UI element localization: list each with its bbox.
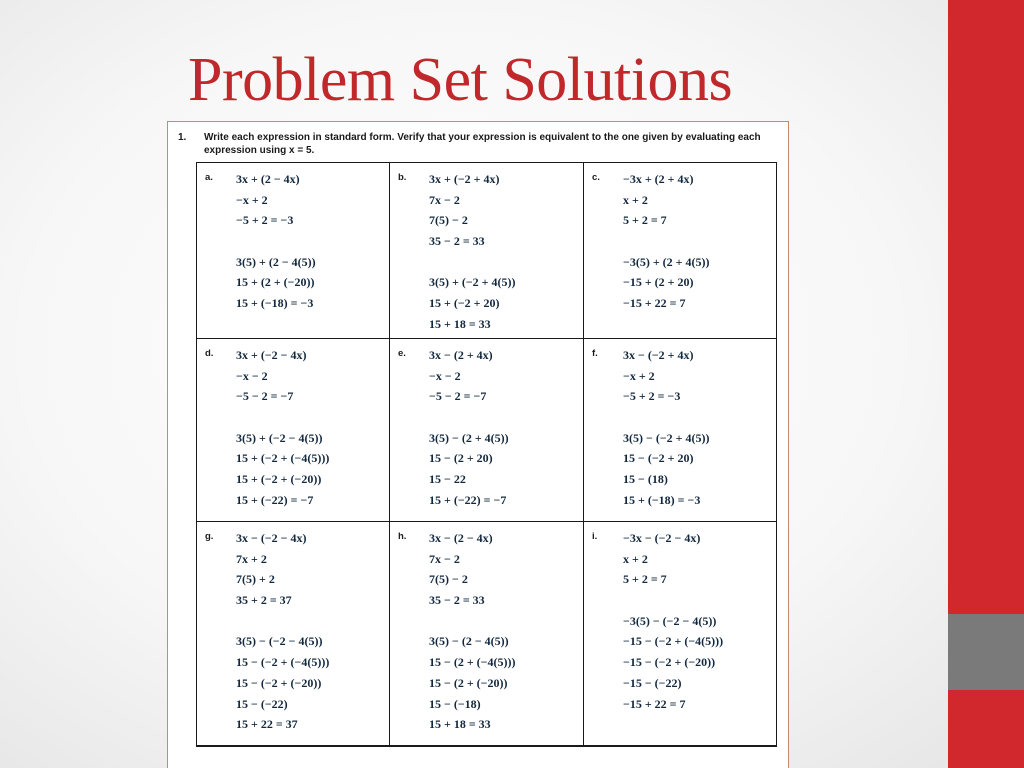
solution-step: x + 2 (623, 192, 648, 207)
solution-step: 15 + 18 = 33 (429, 717, 491, 732)
solution-step: 15 + 18 = 33 (429, 316, 491, 331)
solution-step: 15 + (−2 + 20) (429, 296, 500, 311)
problem-number: 1. (178, 132, 187, 143)
solution-cell-c (584, 163, 776, 339)
part-letter: h. (398, 531, 407, 542)
solution-step: 3x − (2 + 4x) (429, 348, 493, 362)
solution-steps (429, 528, 516, 735)
solution-step: x + 2 (623, 551, 648, 566)
solution-step (429, 611, 516, 632)
solution-step: 3(5) + (−2 − 4(5)) (236, 430, 323, 445)
part-letter: a. (205, 172, 213, 183)
solution-steps (236, 169, 316, 314)
solution-step: 35 − 2 = 33 (429, 234, 485, 249)
solution-step: 7(5) + 2 (236, 572, 275, 587)
solution-step: −15 + (2 + 20) (623, 275, 694, 290)
solution-step: 15 − (2 + 20) (429, 451, 493, 466)
solution-step: 35 + 2 = 37 (236, 593, 292, 608)
solution-cell-h (390, 522, 584, 746)
solution-step: 15 − (−22) (236, 696, 288, 711)
solution-step: 15 + (−22) = −7 (236, 492, 314, 507)
solution-step: 15 − (18) (623, 472, 668, 487)
problem-instructions: Write each expression in standard form. Verify that your expression is equivalent to the one given by evaluating each expression using x = 5. (204, 132, 761, 156)
solution-step (623, 231, 710, 252)
solution-cell-d (197, 339, 390, 522)
solution-step: 7(5) − 2 (429, 213, 468, 228)
solution-step: −x − 2 (429, 368, 461, 383)
solution-step: 3(5) + (2 − 4(5)) (236, 254, 316, 269)
solution-step: 15 + (−2 + (−20)) (236, 472, 322, 487)
solution-steps (623, 345, 710, 511)
solution-step: −3(5) − (−2 − 4(5)) (623, 613, 717, 628)
solution-step: 5 + 2 = 7 (623, 572, 667, 587)
solution-step: 15 + (−2 + (−4(5))) (236, 451, 330, 466)
solution-step: −15 − (−2 + (−4(5))) (623, 634, 724, 649)
solution-step: −5 + 2 = −3 (236, 213, 294, 228)
solution-step: 3(5) − (−2 − 4(5)) (236, 634, 323, 649)
solution-step: −5 + 2 = −3 (623, 389, 681, 404)
solution-cell-b (390, 163, 584, 339)
solution-step: −3x + (2 + 4x) (623, 172, 694, 186)
solution-step: 3(5) − (−2 + 4(5)) (623, 430, 710, 445)
solution-step (236, 407, 329, 428)
solution-step: 3x + (2 − 4x) (236, 172, 300, 186)
solution-step: 3(5) − (2 + 4(5)) (429, 430, 509, 445)
solution-step: 3x − (−2 − 4x) (236, 531, 307, 545)
solution-step (429, 252, 516, 273)
solution-step: 3(5) − (2 − 4(5)) (429, 634, 509, 649)
solution-steps (236, 345, 329, 511)
solution-step: −15 + 22 = 7 (623, 696, 686, 711)
solution-cell-i (584, 522, 776, 746)
solution-step: −15 + 22 = 7 (623, 296, 686, 311)
part-letter: c. (592, 172, 600, 183)
solution-step: 5 + 2 = 7 (623, 213, 667, 228)
solution-step: −x + 2 (236, 192, 268, 207)
solution-step: 7x + 2 (236, 551, 267, 566)
solution-cell-e (390, 339, 584, 522)
solution-step: 15 + (−18) = −3 (236, 296, 314, 311)
solution-step: −x + 2 (623, 368, 655, 383)
solution-step (429, 407, 509, 428)
solution-step (236, 611, 329, 632)
solution-step: 7(5) − 2 (429, 572, 468, 587)
solution-step: −15 − (−2 + (−20)) (623, 655, 716, 670)
solution-steps (623, 169, 710, 314)
solution-step: 35 − 2 = 33 (429, 593, 485, 608)
part-letter: i. (592, 531, 598, 542)
solution-step: 3(5) + (−2 + 4(5)) (429, 275, 516, 290)
solution-step: 7x − 2 (429, 192, 460, 207)
solution-step: 3x + (−2 + 4x) (429, 172, 500, 186)
solution-step (236, 231, 316, 252)
side-accent-bar-top (948, 0, 1024, 614)
solution-step (623, 407, 710, 428)
solution-step: −3(5) + (2 + 4(5)) (623, 254, 710, 269)
solution-step: −3x − (−2 − 4x) (623, 531, 701, 545)
solution-step: 15 − (2 + (−20)) (429, 675, 508, 690)
solution-step: 15 − (−18) (429, 696, 481, 711)
solutions-grid (196, 162, 777, 747)
part-letter: d. (205, 348, 214, 359)
part-letter: f. (592, 348, 598, 359)
solution-step: 15 − 22 (429, 472, 466, 487)
solution-step (623, 590, 723, 611)
worksheet-image (167, 121, 789, 768)
solution-step: 7x − 2 (429, 551, 460, 566)
solution-steps (623, 528, 723, 714)
solution-step: −x − 2 (236, 368, 268, 383)
part-letter: e. (398, 348, 406, 359)
solution-step: 15 + 22 = 37 (236, 717, 298, 732)
solution-step: 15 − (−2 + 20) (623, 451, 694, 466)
solution-step: 15 − (2 + (−4(5))) (429, 655, 516, 670)
side-accent-bar-gray (948, 614, 1024, 690)
solution-step: 15 − (−2 + (−4(5))) (236, 655, 330, 670)
solution-steps (236, 528, 329, 735)
solution-cell-g (197, 522, 390, 746)
solution-step: 15 + (−18) = −3 (623, 492, 701, 507)
solution-step: −5 − 2 = −7 (236, 389, 294, 404)
solution-cell-a (197, 163, 390, 339)
solution-step: 15 + (−22) = −7 (429, 492, 507, 507)
solution-step: 15 − (−2 + (−20)) (236, 675, 322, 690)
solution-steps (429, 169, 516, 335)
part-letter: b. (398, 172, 407, 183)
solution-step: −15 − (−22) (623, 675, 682, 690)
solution-steps (429, 345, 509, 511)
side-accent-bar-bottom (948, 690, 1024, 768)
solution-step: 3x + (−2 − 4x) (236, 348, 307, 362)
part-letter: g. (205, 531, 214, 542)
solution-step: 3x − (−2 + 4x) (623, 348, 694, 362)
solution-cell-f (584, 339, 776, 522)
solution-step: −5 − 2 = −7 (429, 389, 487, 404)
slide-title: Problem Set Solutions (188, 46, 733, 114)
solution-step: 15 + (2 + (−20)) (236, 275, 315, 290)
solution-step: 3x − (2 − 4x) (429, 531, 493, 545)
